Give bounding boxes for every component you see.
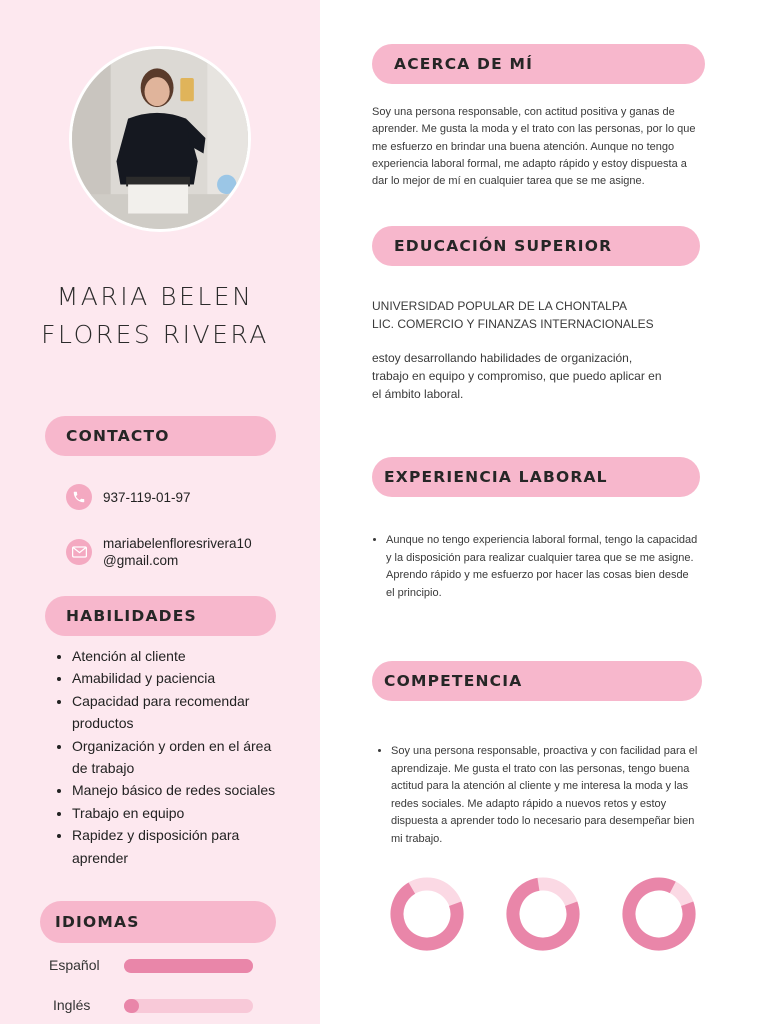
email-line-2: @gmail.com	[103, 553, 179, 568]
profile-photo	[69, 46, 251, 232]
experience-item: • Aunque no tengo experiencia laboral formal, tengo la capacidad y la disposición para realizar cualquier tarea que se me asigne. Aprendo rápido y me esfuerzo por hacer las cosas bien desde el principio.	[386, 532, 700, 602]
education-description: estoy desarrollando habilidades de organización, trabajo en equipo y compromiso, que puedo aplicar en el ámbito laboral.	[372, 351, 662, 401]
skill-item: • Manejo básico de redes sociales	[72, 779, 286, 801]
skill-item: • Amabilidad y paciencia	[72, 667, 286, 689]
competence-list	[377, 743, 705, 848]
progress-ring-arc	[622, 877, 696, 951]
email-line-1: mariabelenfloresrivera10	[103, 536, 252, 551]
competence-heading	[372, 661, 702, 701]
education-school: UNIVERSIDAD POPULAR DE LA CHONTALPA	[372, 299, 627, 313]
progress-ring	[390, 877, 464, 951]
experience-list	[372, 532, 700, 602]
progress-ring	[506, 877, 580, 951]
education-title: EDUCACIÓN SUPERIOR	[394, 237, 613, 255]
language-bar-fill	[124, 959, 253, 973]
contact-email-row	[66, 535, 252, 569]
about-heading	[372, 44, 705, 84]
skill-item: • Organización y orden en el área de trabajo	[72, 735, 286, 780]
language-label-spanish: Español	[49, 957, 100, 973]
competence-item: • Soy una persona responsable, proactiva y con facilidad para el aprendizaje. Me gusta el trato con las personas, tengo buena actitud para la atención al cliente y me interesa la moda y las redes sociales. Me adapto rápido a nuevos retos y estoy dispuesta a aprender todo lo necesario para desempeñar bien mi trabajo.	[391, 743, 705, 848]
phone-number[interactable]: 937-119-01-97	[103, 489, 191, 505]
name-line-1: MARIA BELEN	[56, 282, 254, 311]
skill-item: • Rapidez y disposición para aprender	[72, 824, 286, 869]
about-text: Soy una persona responsable, con actitud positiva y ganas de aprender. Me gusta la moda y el trato con las personas, por lo que me esfuerzo en brindar una buena atención. Aunque no tengo experiencia laboral formal, me adapto rápido y estoy dispuesta a dar lo mejor de mí en cualquier tarea que se me asigne.	[372, 106, 696, 188]
skills-list	[56, 645, 286, 869]
contact-title: CONTACTO	[66, 427, 170, 445]
progress-ring	[622, 877, 696, 951]
languages-title: IDIOMAS	[55, 913, 140, 931]
skill-item: • Capacidad para recomendar productos	[72, 690, 286, 735]
full-name	[20, 278, 290, 354]
email-address[interactable]	[103, 535, 252, 569]
language-bar-fill	[124, 999, 139, 1013]
skills-title: HABILIDADES	[66, 607, 197, 625]
name-line-2: FLORES RIVERA	[41, 320, 269, 349]
education-details	[372, 297, 702, 333]
mail-icon	[66, 539, 92, 565]
contact-phone-row	[66, 484, 191, 510]
language-label-english: Inglés	[53, 997, 91, 1013]
education-degree: LIC. COMERCIO Y FINANZAS INTERNACIONALES	[372, 317, 654, 331]
skill-item: • Trabajo en equipo	[72, 802, 286, 824]
languages-heading	[40, 901, 276, 943]
skills-heading	[45, 596, 276, 636]
language-bar-spanish	[124, 959, 253, 973]
language-bar-english	[124, 999, 253, 1013]
experience-heading	[372, 457, 700, 497]
about-title: ACERCA DE MÍ	[394, 55, 534, 73]
skill-item: • Atención al cliente	[72, 645, 286, 667]
education-heading	[372, 226, 700, 266]
experience-title: EXPERIENCIA LABORAL	[384, 468, 608, 486]
competence-title: COMPETENCIA	[384, 672, 523, 690]
contact-heading	[45, 416, 276, 456]
phone-icon	[66, 484, 92, 510]
